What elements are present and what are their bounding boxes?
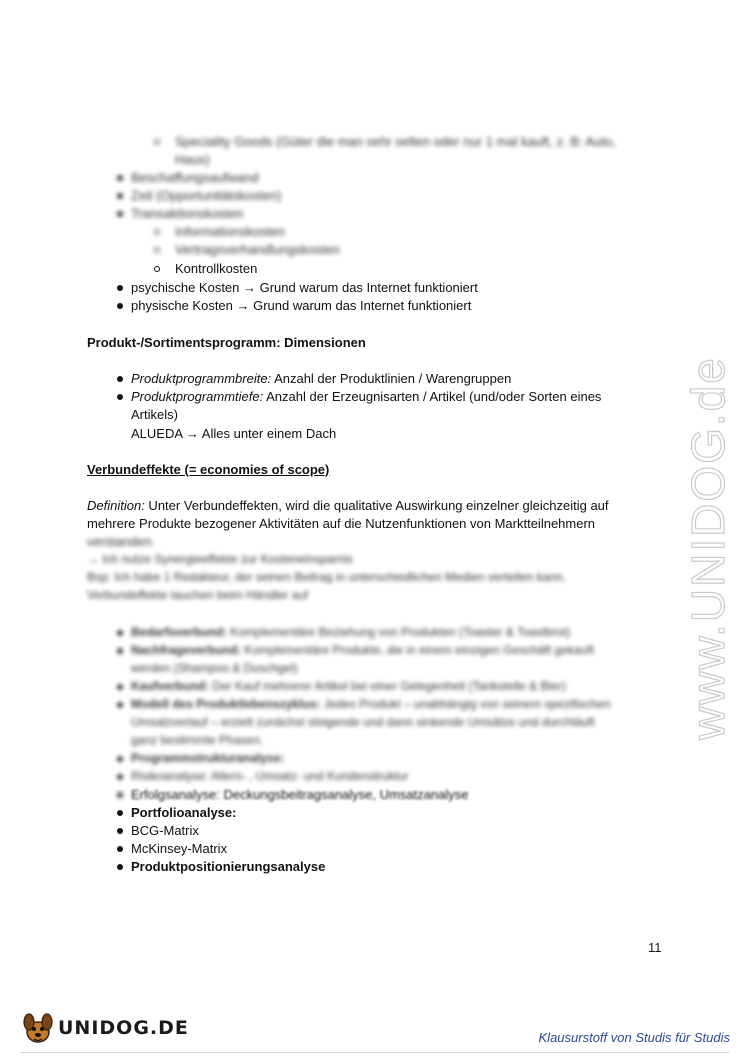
list-item-nachfrageverbund-cont: werden (Shampoo & Duschgel) bbox=[131, 661, 298, 675]
list-item-zeit: Zeit (Opportunitätskosten) bbox=[131, 188, 282, 203]
list-item-transaktion: Transaktionskosten bbox=[131, 206, 244, 221]
paragraph-line: Bsp: Ich habe 1 Redakteur, der seinen Beitrag in unterschiedlichen Medien verteilen kann. bbox=[87, 570, 566, 584]
bullet bbox=[117, 175, 123, 181]
bullet bbox=[117, 193, 123, 199]
list-item-information: Informationskosten bbox=[175, 224, 285, 239]
list-item-kaufverbund bbox=[131, 678, 566, 695]
definition: Komplementäre Beziehung von Produkten (Toaster & Toastbrot) bbox=[227, 625, 571, 639]
heading-verbundeffekte: Verbundeffekte (= economies of scope) bbox=[87, 462, 330, 477]
bullet bbox=[117, 810, 123, 816]
unidog-logo bbox=[20, 1010, 189, 1046]
list-item-produktpositionierung: Produktpositionierungsanalyse bbox=[131, 859, 326, 874]
footer-tagline: Klausurstoff von Studis für Studis bbox=[538, 1030, 730, 1045]
list-item-produktlebenszyklus-cont: Umsatzverlauf – erzielt zunächst steigende und dann sinkende Umsätze und durchläuft bbox=[131, 715, 595, 729]
list-item-physische-kosten: physische Kosten → Grund warum das Internet funktioniert bbox=[131, 298, 472, 313]
list-item-erfolgsanalyse: Erfolgsanalyse: Deckungsbeitragsanalyse, Umsatzanalyse bbox=[131, 787, 469, 802]
circle-bullet bbox=[154, 247, 160, 253]
definition: Anzahl der Erzeugnisarten / Artikel (und/oder Sorten eines bbox=[263, 389, 602, 404]
list-item-kontrollkosten: Kontrollkosten bbox=[175, 261, 258, 276]
list-item-produktlebenszyklus bbox=[131, 696, 611, 713]
bullet bbox=[117, 376, 123, 382]
list-item-produktprogrammtiefe bbox=[131, 388, 601, 405]
definition: Anzahl der Produktlinien / Warengruppen bbox=[271, 371, 512, 386]
circle-bullet bbox=[154, 229, 160, 235]
bullet bbox=[117, 648, 123, 654]
list-item-bcg-matrix: BCG-Matrix bbox=[131, 823, 199, 838]
dog-icon bbox=[20, 1010, 56, 1046]
page-number: 11 bbox=[648, 940, 662, 955]
term: Definition: bbox=[87, 498, 145, 513]
term: Bedarfsverbund: bbox=[131, 625, 228, 639]
definition: Der Kauf mehrerer Artikel bei einer Gelegenheit (Tankstelle & Bier) bbox=[209, 679, 566, 693]
heading-produktprogramm: Produkt-/Sortimentsprogramm: Dimensionen bbox=[87, 335, 366, 350]
unidog-watermark bbox=[672, 280, 742, 750]
bullet bbox=[117, 792, 123, 798]
logo-text: UNIDOG.DE bbox=[58, 1017, 189, 1039]
definition-line-1 bbox=[87, 497, 609, 514]
list-item-beschaffung: Beschaffungsaufwand bbox=[131, 170, 259, 185]
list-item-produktlebenszyklus-cont: ganz bestimmte Phasen. bbox=[131, 733, 264, 747]
list-item-psychische-kosten: psychische Kosten → Grund warum das Internet funktioniert bbox=[131, 280, 478, 295]
list-item-speciality-goods: Speciality Goods (Güter die man sehr selten oder nur 1 mal kauft, z. B: Auto, bbox=[175, 134, 616, 149]
list-item-risikoanalyse: Risikoanalyse: Alters- , Umsatz- und Kundenstruktur bbox=[131, 769, 409, 783]
bullet bbox=[117, 684, 123, 690]
list-item-vertrag: Vertragsverhandlungskosten bbox=[175, 242, 340, 257]
list-item-produktprogrammtiefe-cont: Artikels) bbox=[131, 407, 178, 422]
definition: Komplementäre Produkte, die in einem einzigen Geschäft gekauft bbox=[241, 643, 594, 657]
definition: Jedes Produkt – unabhängig von seinem spezifischen bbox=[320, 697, 611, 711]
list-item-bedarfsverbund bbox=[131, 624, 570, 641]
bullet bbox=[117, 756, 123, 762]
paragraph-line: → Ich nutze Synergieeffekte zur Kosteneinsparnis bbox=[87, 552, 353, 566]
term: Produktprogrammtiefe: bbox=[131, 389, 264, 404]
bullet bbox=[117, 394, 123, 400]
bullet bbox=[117, 846, 123, 852]
circle-bullet bbox=[154, 139, 160, 145]
list-item-speciality-goods-cont: Haus) bbox=[175, 152, 210, 167]
footer-rule bbox=[20, 1052, 730, 1053]
list-item-produktprogrammbreite bbox=[131, 370, 511, 387]
bullet bbox=[117, 303, 123, 309]
bullet bbox=[117, 774, 123, 780]
definition: Unter Verbundeffekten, wird die qualitative Auswirkung einzelner gleichzeitig auf bbox=[144, 498, 609, 513]
bullet bbox=[117, 211, 123, 217]
bullet bbox=[117, 285, 123, 291]
watermark-text: www.UNIDOG.de bbox=[682, 356, 734, 740]
term: Modell des Produktlebenszyklus: bbox=[131, 697, 321, 711]
circle-bullet bbox=[154, 266, 160, 272]
definition-line-3: verstanden. bbox=[87, 534, 155, 549]
term: Nachfrageverbund: bbox=[131, 643, 242, 657]
list-item-programmstruktur: Programmstrukturanalyse: bbox=[131, 751, 285, 765]
alueda-line: ALUEDA → Alles unter einem Dach bbox=[131, 426, 337, 441]
list-item-mckinsey-matrix: McKinsey-Matrix bbox=[131, 841, 228, 856]
definition-line-2: mehrere Produkte bezogener Aktivitäten auf die Nutzenfunktionen von Marktteilnehmern bbox=[87, 516, 596, 531]
list-item-nachfrageverbund bbox=[131, 642, 594, 659]
list-item-portfolioanalyse: Portfolioanalyse: bbox=[131, 805, 237, 820]
bullet bbox=[117, 864, 123, 870]
bullet bbox=[117, 630, 123, 636]
bullet bbox=[117, 702, 123, 708]
paragraph-line: Verbundeffekte tauchen beim Händler auf bbox=[87, 588, 309, 602]
term: Kaufverbund: bbox=[131, 679, 209, 693]
term: Produktprogrammbreite: bbox=[131, 371, 272, 386]
bullet bbox=[117, 828, 123, 834]
